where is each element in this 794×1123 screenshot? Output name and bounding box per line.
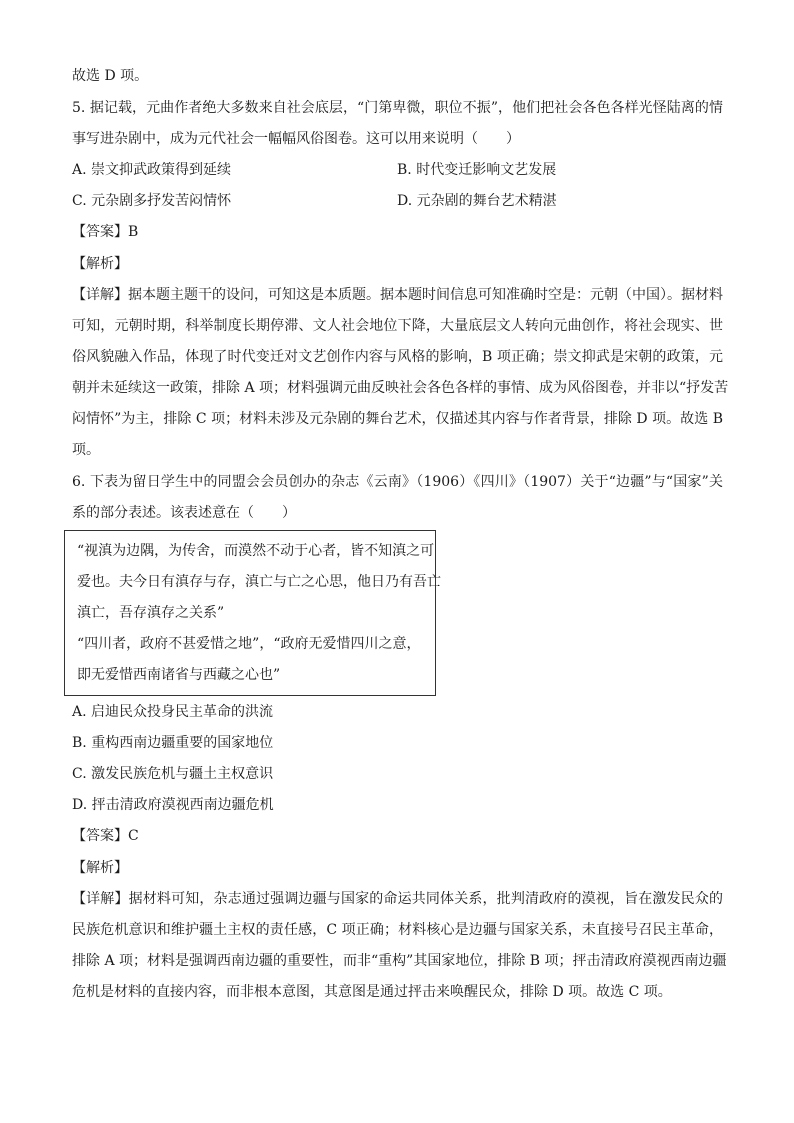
question-5-analysis-heading: 【解析】: [72, 256, 128, 272]
question-5-answer: 【答案】B: [72, 224, 139, 240]
question-5-option-c: C. 元杂剧多抒发苦闷情怀: [72, 193, 232, 209]
quotation-line-1: “视滇为边隅，为传舍，而漠然不动于心者，皆不知滇之可: [77, 543, 435, 559]
previous-answer-conclusion: 故选 D 项。: [72, 68, 149, 84]
quotation-line-3: 滇亡，吾存滇存之关系”: [77, 605, 225, 621]
question-6-detail-line-2: 民族危机意识和维护疆土主权的责任感，C 项正确；材料核心是边疆与国家关系，未直接号召民主革命，: [72, 922, 723, 938]
question-5-option-d: D. 元杂剧的舞台艺术精湛: [397, 193, 557, 209]
question-6-option-a: A. 启迪民众投身民主革命的洪流: [72, 704, 274, 720]
question-5-detail-line-3: 俗风貌融入作品，体现了时代变迁对文艺创作内容与风格的影响，B 项正确；崇文抑武是宋朝的政策，元: [72, 349, 723, 365]
question-5-detail-line-6: 项。: [72, 442, 100, 458]
question-6-option-b: B. 重构西南边疆重要的国家地位: [72, 735, 274, 751]
question-5-detail-line-2: 可知，元朝时期，科举制度长期停滞、文人社会地位下降，大量底层文人转向元曲创作，将社会现实、世: [72, 318, 723, 334]
quotation-line-5: 即无爱惜西南诸省与西藏之心也”: [77, 667, 281, 683]
quotation-box: [64, 530, 441, 696]
question-5-detail-line-1: 【详解】据本题主题干的设问，可知这是本质题。据本题时间信息可知准确时空是：元朝（中国）。据材料: [72, 287, 723, 303]
quotation-line-2: 爱也。夫今日有滇存与存，滇亡与亡之心思，他日乃有吾亡: [77, 574, 441, 590]
question-6-answer: 【答案】C: [72, 828, 139, 844]
question-6-detail-line-1: 【详解】据材料可知，杂志通过强调边疆与国家的命运共同体关系，批判清政府的漠视，旨在激发民众的: [72, 891, 723, 907]
quotation-line-4: “四川者，政府不甚爱惜之地”，“政府无爱惜四川之意，: [77, 636, 421, 652]
question-5-detail-line-4: 朝并未延续这一政策，排除 A 项；材料强调元曲反映社会各色各样的事情、成为风俗图卷，并非以“抒发苦: [72, 380, 729, 396]
question-5-stem-line-1: 5. 据记载，元曲作者绝大多数来自社会底层，“门第卑微，职位不振”，他们把社会各色各样光怪陆离的情: [72, 100, 723, 116]
question-5-stem-line-2: 事写进杂剧中，成为元代社会一幅幅风俗图卷。这可以用来说明（ ）: [72, 131, 520, 147]
question-6-detail-line-4: 危机是材料的直接内容，而非根本意图，其意图是通过抨击来唤醒民众，排除 D 项。故选 C 项。: [72, 984, 672, 1000]
question-6-detail-line-3: 排除 A 项；材料是强调西南边疆的重要性，而非“重构”其国家地位，排除 B 项；抨击清政府漠视西南边疆: [72, 953, 727, 969]
question-6-analysis-heading: 【解析】: [72, 860, 128, 876]
question-6-option-d: D. 抨击清政府漠视西南边疆危机: [72, 797, 274, 813]
question-6-stem-line-1: 6. 下表为留日学生中的同盟会会员创办的杂志《云南》（1906）《四川》（1907）关于“边疆”与“国家”关: [72, 474, 723, 490]
question-5-option-b: B. 时代变迁影响文艺发展: [397, 162, 557, 178]
question-5-option-a: A. 崇文抑武政策得到延续: [72, 162, 232, 178]
question-6-option-c: C. 激发民族危机与疆土主权意识: [72, 766, 274, 782]
question-5-detail-line-5: 闷情怀”为主，排除 C 项；材料未涉及元杂剧的舞台艺术，仅描述其内容与作者背景，排除 D 项。故选 B: [72, 411, 723, 427]
question-6-stem-line-2: 系的部分表述。该表述意在（ ）: [72, 505, 296, 521]
